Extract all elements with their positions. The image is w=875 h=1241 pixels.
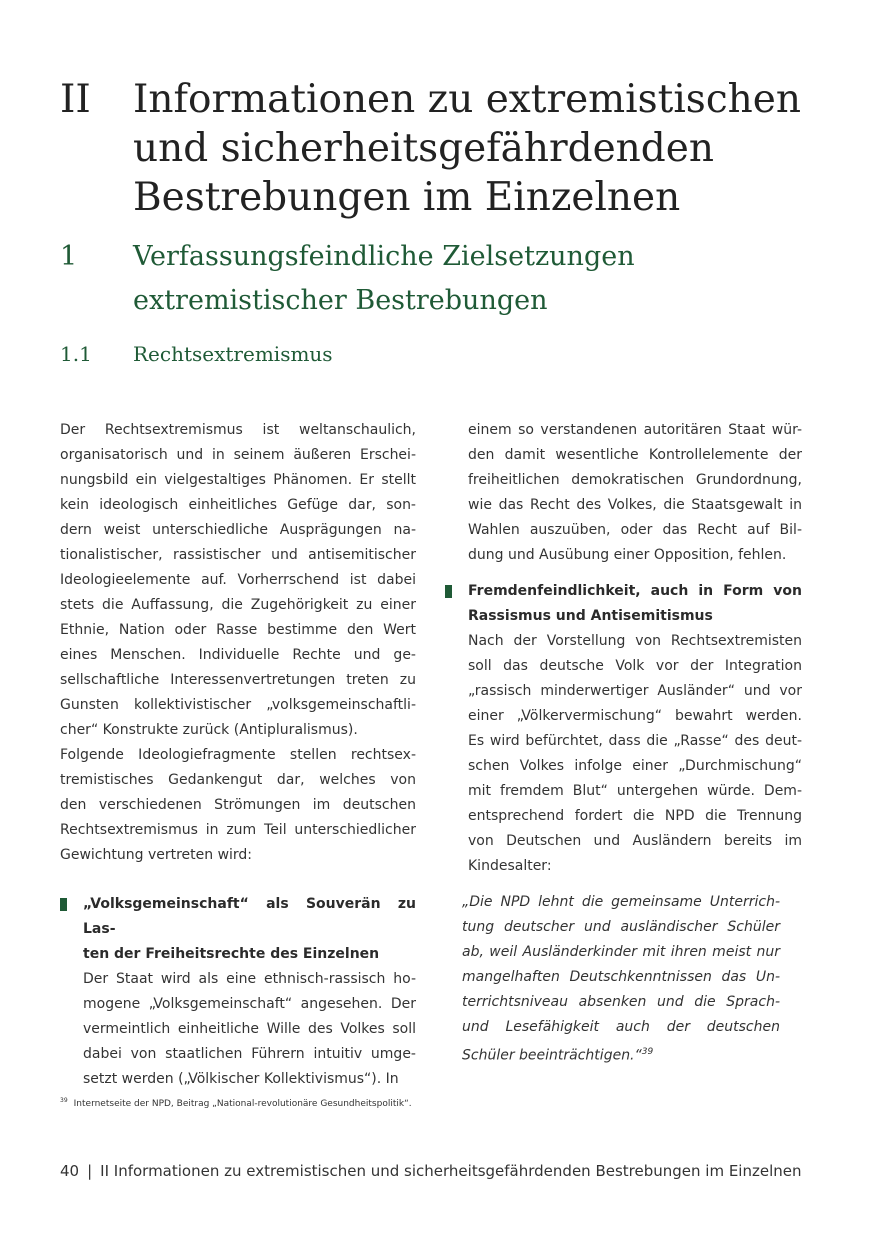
text-line: soll das deutsche Volk vor der Integration: [468, 658, 802, 674]
running-title: II Informationen zu extremistischen und sicherheitsgefährdenden Bestrebungen im Einzelnen: [100, 1162, 802, 1180]
footnote-text: Internetseite der NPD, Beitrag „National-revolutionäre Gesundheitspolitik“.: [73, 1099, 412, 1109]
text-line: freiheitlichen demokratischen Grundordnung,: [468, 472, 802, 488]
text-line: Ethnie, Nation oder Rasse bestimme den Wert: [60, 622, 416, 638]
text-line: dern weist unterschiedliche Ausprägungen na-: [60, 522, 416, 538]
bullet-fremdenfeindlichkeit: [445, 579, 802, 879]
subsection-title: Rechtsextremismus: [133, 342, 333, 366]
text-line: einem so verstandenen autoritären Staat wür-: [468, 422, 802, 438]
section-number: 1: [60, 241, 78, 272]
text-line: organisatorisch und in seinem äußeren Erschei-: [60, 447, 416, 463]
text-line: Gewichtung vertreten wird:: [60, 847, 253, 863]
footnote-number: 39: [60, 1097, 68, 1104]
chapter-title: [133, 75, 833, 222]
text-line: ab, weil Ausländerkinder mit ihren meist nur: [462, 944, 780, 960]
text-line: vermeintlich einheitliche Wille des Volkes soll: [83, 1021, 416, 1037]
text-line: Es wird befürchtet, dass die „Rasse“ des deut-: [468, 733, 802, 749]
text-line: tremistisches Gedankengut dar, welches von: [60, 772, 416, 788]
text-line: Schüler beeinträchtigen.“$^{39}$: [462, 1047, 654, 1064]
text-line: tung deutscher und ausländischer Schüler: [462, 919, 780, 935]
text-line: dabei von staatlichen Führern intuitiv umge-: [83, 1046, 416, 1062]
text-line: den verschiedenen Strömungen im deutschen: [60, 797, 416, 813]
text-line: „Die NPD lehnt die gemeinsame Unterrich-: [462, 894, 780, 910]
text-line: wie das Recht des Volkes, die Staatsgewalt in: [468, 497, 802, 513]
text-line: sellschaftliche Interessenvertretungen treten zu: [60, 672, 416, 688]
page-footer: [60, 1162, 802, 1180]
text-line: mit fremdem Blut“ untergehen würde. Dem-: [468, 783, 802, 799]
text-line: mangelhaften Deutschkenntnissen das Un-: [462, 969, 780, 985]
text-line: Ideologieelemente auf. Vorherrschend ist dabei: [60, 572, 416, 588]
bullet-heading: [83, 892, 416, 967]
footer-separator: |: [87, 1162, 93, 1180]
bullet-square-icon: [60, 898, 67, 911]
text-line: stets die Auffassung, die Zugehörigkeit zu einer: [60, 597, 416, 613]
text-line: eines Menschen. Individuelle Rechte und ge-: [60, 647, 416, 663]
text-line: und Lesefähigkeit auch der deutschen: [462, 1019, 780, 1035]
text-line: mogene „Volksgemeinschaft“ angesehen. Der: [83, 996, 416, 1012]
subsection-number: 1.1: [60, 342, 92, 366]
text-line: Rechtsextremismus in zum Teil unterschiedlicher: [60, 822, 416, 838]
text-line: nungsbild ein vielgestaltiges Phänomen. Er stellt: [60, 472, 416, 488]
text-line: Gunsten kollektivistischer „volksgemeinschaftli-: [60, 697, 416, 713]
bullet-heading: [468, 579, 802, 629]
text-line: tionalistischer, rassistischer und antisemitischer: [60, 547, 416, 563]
bullet-heading-line: ten der Freiheitsrechte des Einzelnen: [83, 946, 380, 962]
bullet-body: [83, 967, 416, 1092]
text-line: von Deutschen und Ausländern bereits im: [468, 833, 802, 849]
chapter-title-line: Informationen zu extremistischen: [133, 77, 801, 122]
text-line: cher“ Konstrukte zurück (Antipluralismus).: [60, 722, 358, 738]
text-line: „rassisch minderwertiger Ausländer“ und vor: [468, 683, 802, 699]
bullet-volksgemeinschaft: [60, 892, 416, 1092]
text-line: setzt werden („Völkischer Kollektivismus“). In: [83, 1071, 399, 1087]
text-line: Der Rechtsextremismus ist weltanschaulich,: [60, 422, 416, 438]
text-line: Kindesalter:: [468, 858, 552, 874]
chapter-title-line: Bestrebungen im Einzelnen: [133, 175, 681, 220]
section-title-line: Verfassungsfeindliche Zielsetzungen: [133, 241, 635, 272]
page-number: 40: [60, 1162, 80, 1180]
text-line: Wahlen auszuüben, oder das Recht auf Bil-: [468, 522, 802, 538]
bullet-heading-line: Rassismus und Antisemitismus: [468, 608, 713, 624]
bullet-heading-line: Fremdenfeindlichkeit, auch in Form von: [468, 583, 802, 599]
chapter-title-line: und sicherheitsgefährdenden: [133, 126, 714, 171]
npd-quote: [462, 890, 780, 1069]
footnote: [60, 1097, 412, 1109]
text-line: Folgende Ideologiefragmente stellen rechtsex-: [60, 747, 416, 763]
text-line: dung und Ausübung einer Opposition, fehlen.: [468, 547, 787, 563]
text-line: schen Volkes infolge einer „Durchmischung“: [468, 758, 802, 774]
right-column-paragraph: [468, 418, 802, 568]
bullet-heading-line: „Volksgemeinschaft“ als Souverän zu Las-: [83, 896, 416, 937]
chapter-number: II: [60, 77, 91, 122]
text-line: terrichtsniveau absenken und die Sprach-: [462, 994, 780, 1010]
text-line: Nach der Vorstellung von Rechtsextremisten: [468, 633, 802, 649]
text-line: einer „Völkervermischung“ bewahrt werden.: [468, 708, 802, 724]
section-title: [133, 235, 793, 323]
text-line: den damit wesentliche Kontrollelemente der: [468, 447, 802, 463]
text-line: Der Staat wird als eine ethnisch-rassisch ho-: [83, 971, 416, 987]
section-title-line: extremistischer Bestrebungen: [133, 285, 548, 316]
text-line: kein ideologisch einheitliches Gefüge dar, son-: [60, 497, 416, 513]
footnote-reference: 39: [641, 1047, 654, 1057]
text-line: entsprechend fordert die NPD die Trennung: [468, 808, 802, 824]
bullet-square-icon: [445, 585, 452, 598]
bullet-body: [468, 629, 802, 879]
left-column-paragraph: [60, 418, 416, 868]
